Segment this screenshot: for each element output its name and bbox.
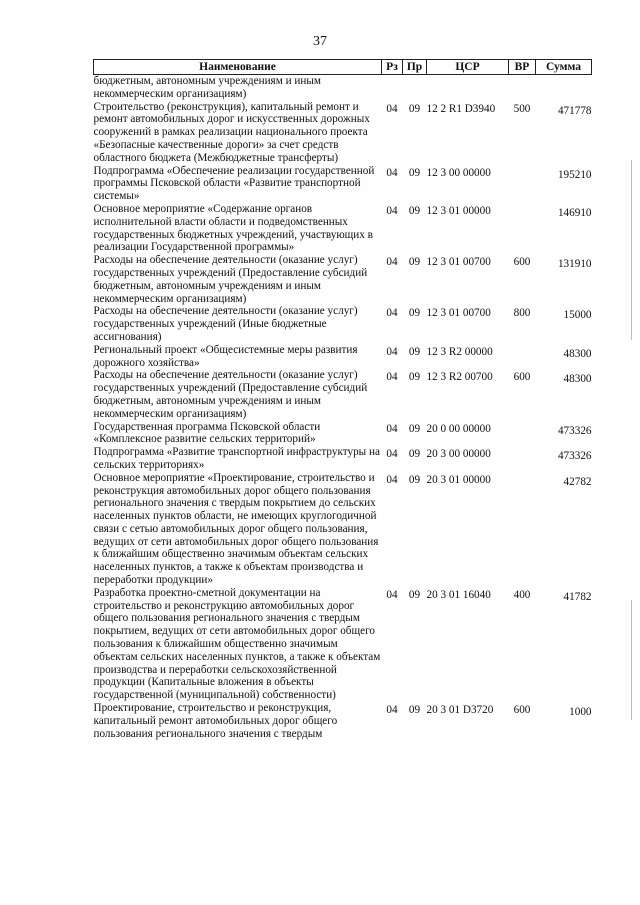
cell-rz: 04 <box>386 371 398 384</box>
cell-rz: 04 <box>386 204 398 217</box>
table-row <box>94 369 592 420</box>
cell-pr: 09 <box>408 588 421 601</box>
cell-rz: 04 <box>386 704 398 717</box>
table-row <box>94 587 592 702</box>
cell-sum: 41782 <box>563 590 592 603</box>
cell-name: Подпрограмма «Развитие транспортной инфраструктуры на сельских территориях» <box>93 446 380 471</box>
budget-table <box>93 59 592 740</box>
table-row <box>94 305 592 343</box>
cell-vr <box>509 472 536 587</box>
cell-csr: 20 3 01 00000 <box>426 473 491 486</box>
cell-rz: 04 <box>386 102 398 115</box>
cell-pr: 09 <box>408 102 421 115</box>
cell-vr <box>509 446 536 472</box>
scan-edge-mark <box>631 600 632 720</box>
table-row <box>94 446 592 472</box>
cell-rz: 04 <box>386 473 398 486</box>
header-name: Наименование <box>94 60 382 75</box>
cell-pr: 09 <box>408 448 421 461</box>
table-row <box>94 75 592 101</box>
table-row <box>94 203 592 254</box>
cell-csr: 12 3 00 00000 <box>426 166 491 179</box>
header-sum: Сумма <box>536 60 592 75</box>
cell-name: Государственная программа Псковской области «Комплексное развитие сельских территорий» <box>93 420 321 446</box>
cell-rz <box>382 75 403 101</box>
cell-csr: 12 3 R2 00000 <box>426 345 493 358</box>
cell-csr: 12 3 01 00700 <box>426 307 491 320</box>
cell-csr: 12 2 R1 D3940 <box>426 102 496 115</box>
cell-name: Основное мероприятие «Содержание органов исполнительной власти области и подведомственных государственных бюджетных учреждений, участвующих в реализации Государственной программы» <box>93 202 373 254</box>
table-row <box>94 344 592 370</box>
cell-name: Строительство (реконструкция), капитальный ремонт и ремонт автомобильных дорог и искусственных дорожных сооружений в рамках реализации национального проекта «Безопасные качественные дороги» за счет средств областного бюджета (Межбюджетные трансферты) <box>93 100 370 164</box>
cell-pr: 09 <box>408 345 421 358</box>
cell-csr: 12 3 01 00000 <box>426 204 491 217</box>
cell-rz: 04 <box>386 448 398 461</box>
cell-csr: 20 0 00 00000 <box>426 422 491 435</box>
table-row <box>94 472 592 587</box>
cell-rz: 04 <box>386 307 398 320</box>
header-rz: Рз <box>382 60 403 75</box>
cell-csr: 20 3 00 00000 <box>426 448 491 461</box>
cell-csr: 12 3 R2 00700 <box>426 371 493 384</box>
cell-csr <box>427 75 509 101</box>
cell-pr: 09 <box>408 166 421 179</box>
cell-pr: 09 <box>408 473 421 486</box>
cell-csr: 12 3 01 00700 <box>426 256 491 269</box>
cell-vr: 600 <box>513 371 531 384</box>
cell-sum: 146910 <box>557 206 592 219</box>
table-row <box>94 101 592 165</box>
cell-name: Разработка проектно-сметной документации на строительство и реконструкцию автомобильных дорог общего пользования регионального значения с твердым покрытием, ведущих от сети автомобильных дорог общего пользования к ближайшим общественно значимым объектам сельских населенных пунктов, а также к объектам производства и переработки сельскохозяйственной продукции (Капитальные вложения в объекты государственной (муниципальной) собственности) <box>93 586 381 702</box>
cell-vr: 600 <box>513 256 531 269</box>
cell-pr: 09 <box>408 371 421 384</box>
cell-sum <box>536 75 592 101</box>
header-csr: ЦСР <box>427 60 509 75</box>
cell-vr <box>509 344 536 370</box>
cell-sum: 15000 <box>563 309 592 322</box>
cell-name: Основное мероприятие «Проектирование, строительство и реконструкция автомобильных дорог общего пользования регионального значения с твердым покрытием до сельских населенных пунктов области, не имеющих круглогодичной связи с сетью автомобильных дорог общего пользования, ведущих от сети автомобильных дорог общего пользования к ближайшим общественно значимым объектам сельских населенных пунктов, а также к объектам производства и переработки продукции» <box>93 471 379 587</box>
cell-name: бюджетным, автономным учреждениям и иным некоммерческим организациям) <box>93 75 321 100</box>
cell-sum: 48300 <box>563 373 592 386</box>
cell-rz: 04 <box>386 422 398 435</box>
cell-name: Проектирование, строительство и реконструкция, капитальный ремонт автомобильных дорог общего пользования регионального значения с твердым <box>93 702 338 740</box>
cell-pr: 09 <box>408 307 421 320</box>
cell-pr: 09 <box>408 204 421 217</box>
table-header-row <box>94 60 592 75</box>
cell-vr <box>509 203 536 254</box>
table-row <box>94 702 592 740</box>
header-vr: ВР <box>509 60 536 75</box>
table-body <box>94 75 592 741</box>
cell-name: Региональный проект «Общесистемные меры развития дорожного хозяйства» <box>93 343 358 369</box>
cell-sum: 195210 <box>557 168 592 181</box>
cell-sum: 1000 <box>569 706 592 719</box>
cell-vr: 800 <box>513 307 531 320</box>
cell-rz: 04 <box>386 166 398 179</box>
header-pr: Пр <box>403 60 427 75</box>
cell-vr: 400 <box>513 588 531 601</box>
cell-pr: 09 <box>408 422 421 435</box>
cell-sum: 48300 <box>563 347 592 360</box>
cell-vr <box>509 165 536 203</box>
cell-pr: 09 <box>408 256 421 269</box>
cell-csr: 20 3 01 D3720 <box>426 704 494 717</box>
cell-name: Расходы на обеспечение деятельности (оказание услуг) государственных учреждений (Предоставление субсидий бюджетным, автономным учреждениям и иным некоммерческим организациям) <box>93 254 368 305</box>
cell-vr <box>509 421 536 447</box>
cell-csr: 20 3 01 16040 <box>426 588 491 601</box>
cell-name: Расходы на обеспечение деятельности (оказание услуг) государственных учреждений (Предоставление субсидий бюджетным, автономным учреждениям и иным некоммерческим организациям) <box>93 369 368 420</box>
cell-rz: 04 <box>386 588 398 601</box>
cell-pr <box>403 75 427 101</box>
cell-vr: 500 <box>513 102 531 115</box>
cell-vr: 600 <box>513 704 531 717</box>
cell-sum: 471778 <box>557 104 592 117</box>
table-row <box>94 421 592 447</box>
cell-rz: 04 <box>386 256 398 269</box>
cell-sum: 131910 <box>557 258 592 271</box>
cell-sum: 473326 <box>557 450 592 463</box>
cell-rz: 04 <box>386 345 398 358</box>
cell-name: Расходы на обеспечение деятельности (оказание услуг) государственных учреждений (Иные бюджетные ассигнования) <box>93 305 358 343</box>
cell-sum: 473326 <box>557 424 592 437</box>
scan-edge-mark <box>631 160 632 340</box>
cell-sum: 42782 <box>563 475 592 488</box>
table-row <box>94 254 592 305</box>
cell-vr <box>509 75 536 101</box>
table-row <box>94 165 592 203</box>
cell-name: Подпрограмма «Обеспечение реализации государственной программы Псковской области «Развитие транспортной системы» <box>93 164 375 203</box>
page-number: 37 <box>313 34 327 49</box>
cell-pr: 09 <box>408 704 421 717</box>
